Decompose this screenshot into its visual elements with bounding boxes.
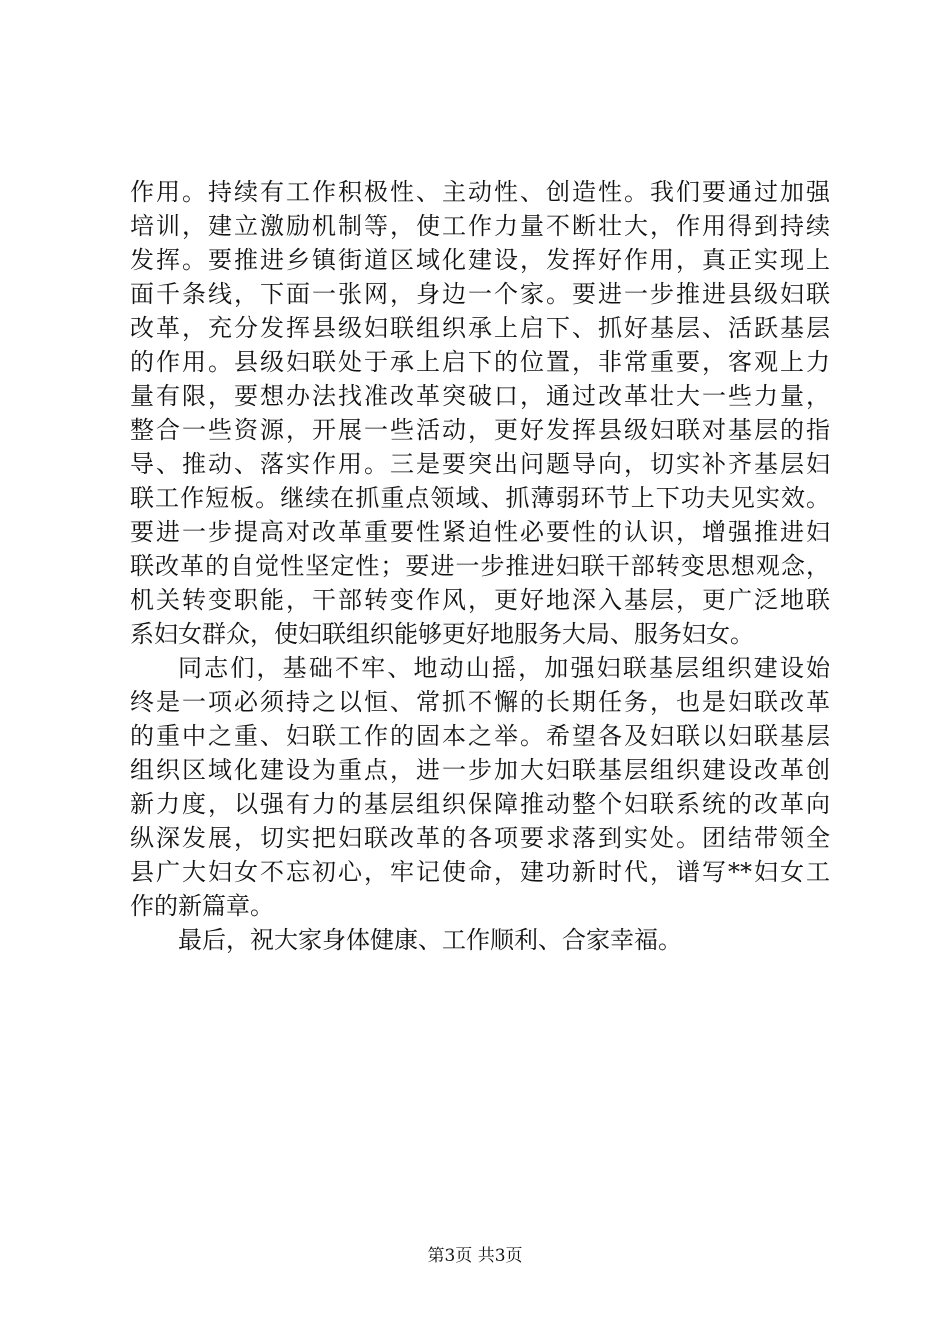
- text-line: 新力度，以强有力的基层组织保障推动整个妇联系统的改革向: [130, 790, 830, 818]
- text-line: 整合一些资源，开展一些活动，更好发挥县级妇联对基层的指: [130, 416, 830, 444]
- text-line: 面千条线，下面一张网，身边一个家。要进一步推进县级妇联: [130, 280, 830, 308]
- text-line: 作用。持续有工作积极性、主动性、创造性。我们要通过加强: [130, 178, 830, 206]
- text-line: 同志们，基础不牢、地动山摇，加强妇联基层组织建设始: [178, 654, 830, 682]
- text-line: 作的新篇章。: [130, 892, 274, 920]
- text-line: 组织区域化建设为重点，进一步加大妇联基层组织建设改革创: [130, 756, 830, 784]
- text-line: 终是一项必须持之以恒、常抓不懈的长期任务，也是妇联改革: [130, 688, 830, 716]
- text-line: 改革，充分发挥县级妇联组织承上启下、抓好基层、活跃基层: [130, 314, 830, 342]
- text-line: 的作用。县级妇联处于承上启下的位置，非常重要，客观上力: [130, 348, 830, 376]
- text-line: 纵深发展，切实把妇联改革的各项要求落到实处。团结带领全: [130, 824, 830, 852]
- text-line: 最后，祝大家身体健康、工作顺利、合家幸福。: [178, 926, 682, 954]
- page-number-footer: 第3页 共3页: [427, 1246, 523, 1266]
- text-line: 导、推动、落实作用。三是要突出问题导向，切实补齐基层妇: [130, 450, 830, 478]
- text-line: 联工作短板。继续在抓重点领域、抓薄弱环节上下功夫见实效。: [130, 484, 830, 512]
- text-line: 量有限，要想办法找准改革突破口，通过改革壮大一些力量，: [130, 382, 830, 410]
- text-line: 的重中之重、妇联工作的固本之举。希望各及妇联以妇联基层: [130, 722, 830, 750]
- text-line: 县广大妇女不忘初心，牢记使命，建功新时代，谱写**妇女工: [130, 858, 830, 886]
- document-body: [130, 175, 830, 957]
- text-line: 系妇女群众，使妇联组织能够更好地服务大局、服务妇女。: [130, 620, 754, 648]
- text-line: 机关转变职能，干部转变作风，更好地深入基层，更广泛地联: [130, 586, 830, 614]
- text-line: 联改革的自觉性坚定性；要进一步推进妇联干部转变思想观念，: [130, 552, 830, 580]
- text-line: 要进一步提高对改革重要性紧迫性必要性的认识，增强推进妇: [130, 518, 830, 546]
- text-line: 培训，建立激励机制等，使工作力量不断壮大，作用得到持续: [130, 212, 830, 240]
- text-line: 发挥。要推进乡镇街道区域化建设，发挥好作用，真正实现上: [130, 246, 830, 274]
